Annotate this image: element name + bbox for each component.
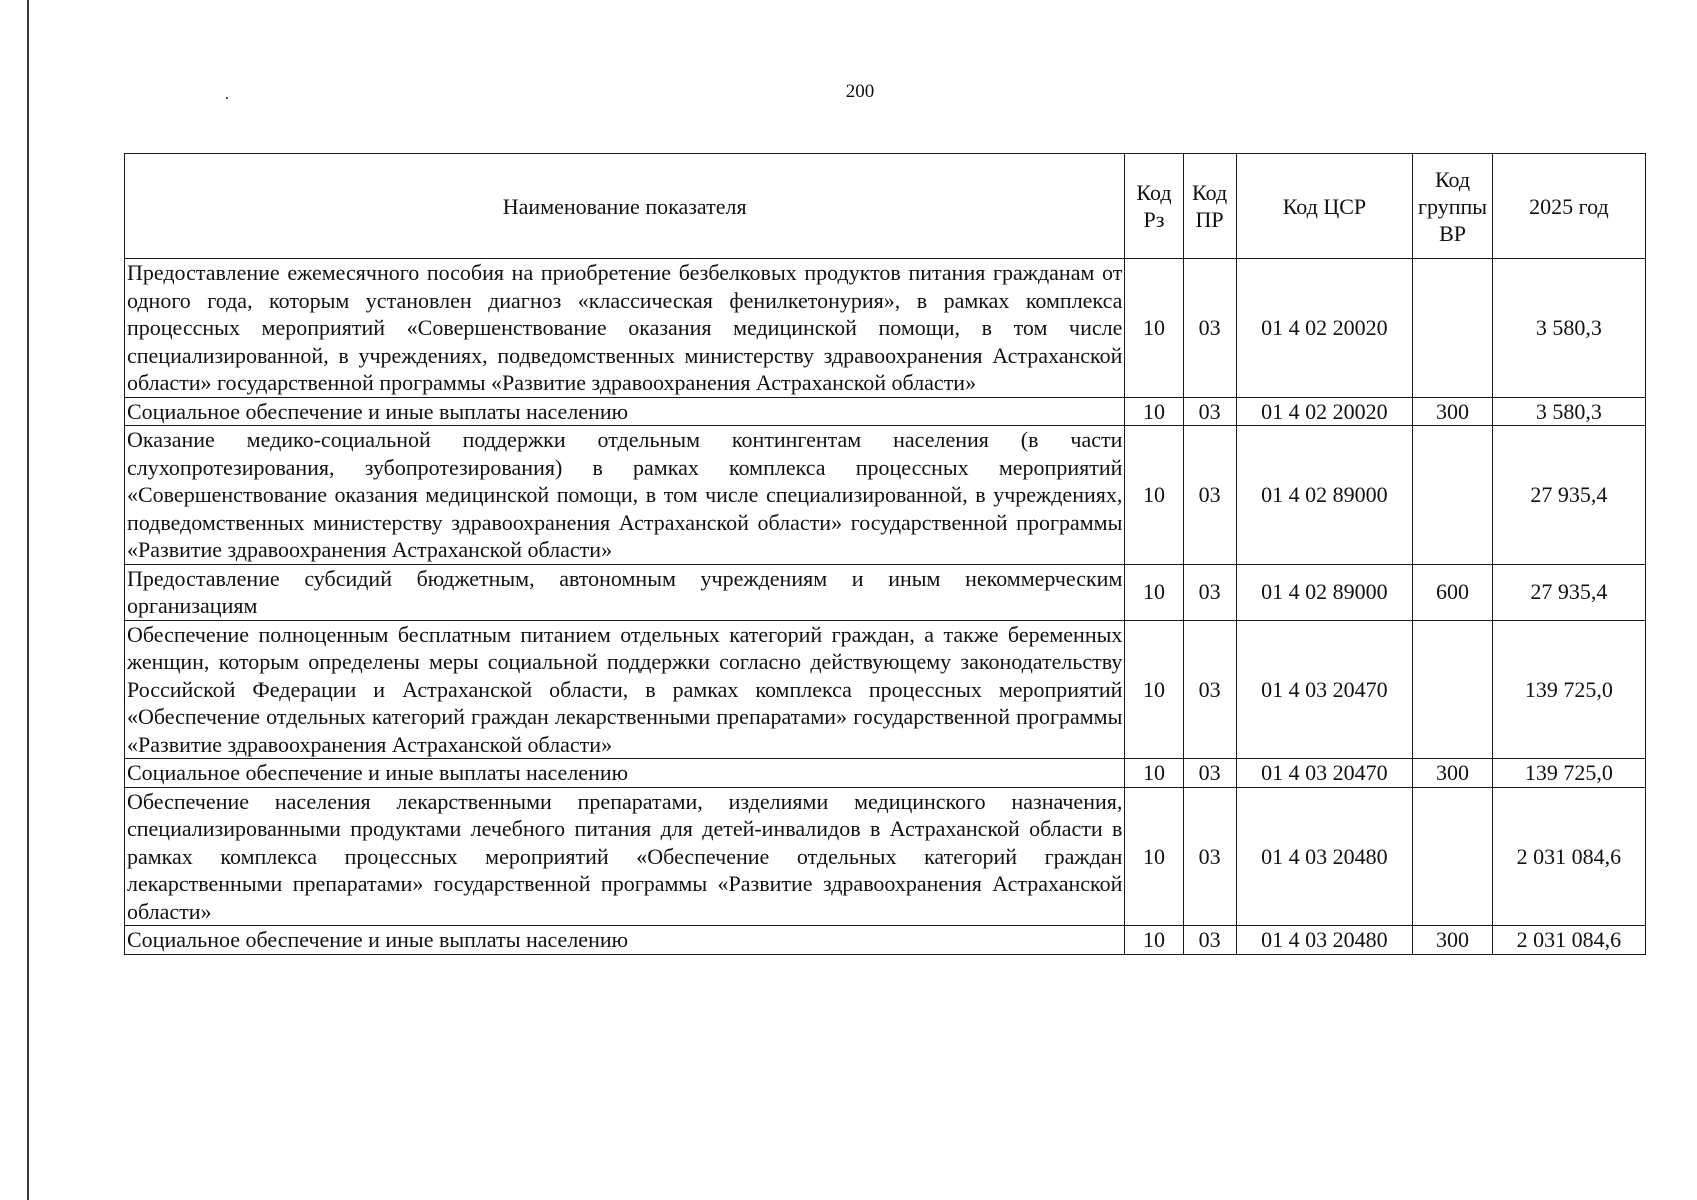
row-code-rz: 10 [1125, 564, 1183, 620]
row-code-csr: 01 4 03 20480 [1236, 926, 1413, 955]
table-row [125, 759, 1646, 788]
row-code-pr: 03 [1183, 759, 1236, 788]
row-code-vr: 300 [1413, 759, 1493, 788]
scan-edge-line [27, 0, 29, 1200]
row-amount-2025: 2 031 084,6 [1492, 926, 1645, 955]
row-indicator-name: Обеспечение полноценным бесплатным питанием отдельных категорий граждан, а также беременных женщин, которым определены меры социальной поддержки согласно действующему законодательству Российской Федерации и Астраханской области, в рамках комплекса процессных мероприятий «Обеспечение отдельных категорий граждан лекарственными препаратами» государственной программы «Развитие здравоохранения Астраханской области» [125, 620, 1125, 759]
header-code-pr: Код ПР [1183, 154, 1236, 259]
header-code-rz: Код Рз [1125, 154, 1183, 259]
row-code-pr: 03 [1183, 620, 1236, 759]
table-row [125, 259, 1646, 398]
row-code-rz: 10 [1125, 620, 1183, 759]
header-code-vr: Код группы ВР [1413, 154, 1493, 259]
row-code-vr: 600 [1413, 564, 1493, 620]
row-code-rz: 10 [1125, 426, 1183, 565]
page-number: 200 [845, 81, 875, 102]
row-amount-2025: 139 725,0 [1492, 759, 1645, 788]
row-code-vr: 300 [1413, 397, 1493, 426]
row-amount-2025: 3 580,3 [1492, 259, 1645, 398]
row-code-csr: 01 4 03 20470 [1236, 620, 1413, 759]
row-indicator-name: Социальное обеспечение и иные выплаты населению [125, 759, 1125, 788]
row-indicator-name: Предоставление субсидий бюджетным, автономным учреждениям и иным некоммерческим организациям [125, 564, 1125, 620]
row-code-vr [1413, 259, 1493, 398]
row-indicator-name: Предоставление ежемесячного пособия на приобретение безбелковых продуктов питания гражданам от одного года, которым установлен диагноз «классическая фенилкетонурия», в рамках комплекса процессных мероприятий «Совершенствование оказания медицинской помощи, в том числе специализированной, в учреждениях, подведомственных министерству здравоохранения Астраханской области» государственной программы «Развитие здравоохранения Астраханской области» [125, 259, 1125, 398]
row-code-pr: 03 [1183, 926, 1236, 955]
row-code-rz: 10 [1125, 926, 1183, 955]
row-code-vr [1413, 426, 1493, 565]
row-amount-2025: 3 580,3 [1492, 397, 1645, 426]
row-code-rz: 10 [1125, 759, 1183, 788]
row-code-vr [1413, 620, 1493, 759]
table-row [125, 426, 1646, 565]
row-code-csr: 01 4 03 20480 [1236, 787, 1413, 926]
row-code-csr: 01 4 03 20470 [1236, 759, 1413, 788]
row-code-pr: 03 [1183, 259, 1236, 398]
table-header-row [125, 154, 1646, 259]
row-code-pr: 03 [1183, 564, 1236, 620]
row-code-vr: 300 [1413, 926, 1493, 955]
header-code-csr: Код ЦСР [1236, 154, 1413, 259]
row-code-vr [1413, 787, 1493, 926]
row-code-csr: 01 4 02 89000 [1236, 426, 1413, 565]
budget-table [124, 153, 1646, 955]
row-amount-2025: 139 725,0 [1492, 620, 1645, 759]
row-code-csr: 01 4 02 20020 [1236, 259, 1413, 398]
row-indicator-name: Обеспечение населения лекарственными препаратами, изделиями медицинского назначения, специализированными продуктами лечебного питания для детей-инвалидов в Астраханской области в рамках комплекса процессных мероприятий «Обеспечение отдельных категорий граждан лекарственными препаратами» государственной программы «Развитие здравоохранения Астраханской области» [125, 787, 1125, 926]
row-code-rz: 10 [1125, 397, 1183, 426]
row-indicator-name: Социальное обеспечение и иные выплаты населению [125, 926, 1125, 955]
row-amount-2025: 27 935,4 [1492, 426, 1645, 565]
row-code-csr: 01 4 02 89000 [1236, 564, 1413, 620]
row-code-rz: 10 [1125, 259, 1183, 398]
table-row [125, 620, 1646, 759]
table-row [125, 926, 1646, 955]
row-indicator-name: Социальное обеспечение и иные выплаты населению [125, 397, 1125, 426]
row-amount-2025: 2 031 084,6 [1492, 787, 1645, 926]
row-amount-2025: 27 935,4 [1492, 564, 1645, 620]
table-row [125, 397, 1646, 426]
row-code-pr: 03 [1183, 787, 1236, 926]
table-row [125, 564, 1646, 620]
header-year-2025: 2025 год [1492, 154, 1645, 259]
row-code-pr: 03 [1183, 426, 1236, 565]
row-code-rz: 10 [1125, 787, 1183, 926]
row-indicator-name: Оказание медико-социальной поддержки отдельным контингентам населения (в части слухопротезирования, зубопротезирования) в рамках комплекса процессных мероприятий «Совершенствование оказания медицинской помощи, в том числе специализированной, в учреждениях, подведомственных министерству здравоохранения Астраханской области» государственной программы «Развитие здравоохранения Астраханской области» [125, 426, 1125, 565]
row-code-csr: 01 4 02 20020 [1236, 397, 1413, 426]
row-code-pr: 03 [1183, 397, 1236, 426]
header-indicator-name: Наименование показателя [125, 154, 1125, 259]
table-row [125, 787, 1646, 926]
